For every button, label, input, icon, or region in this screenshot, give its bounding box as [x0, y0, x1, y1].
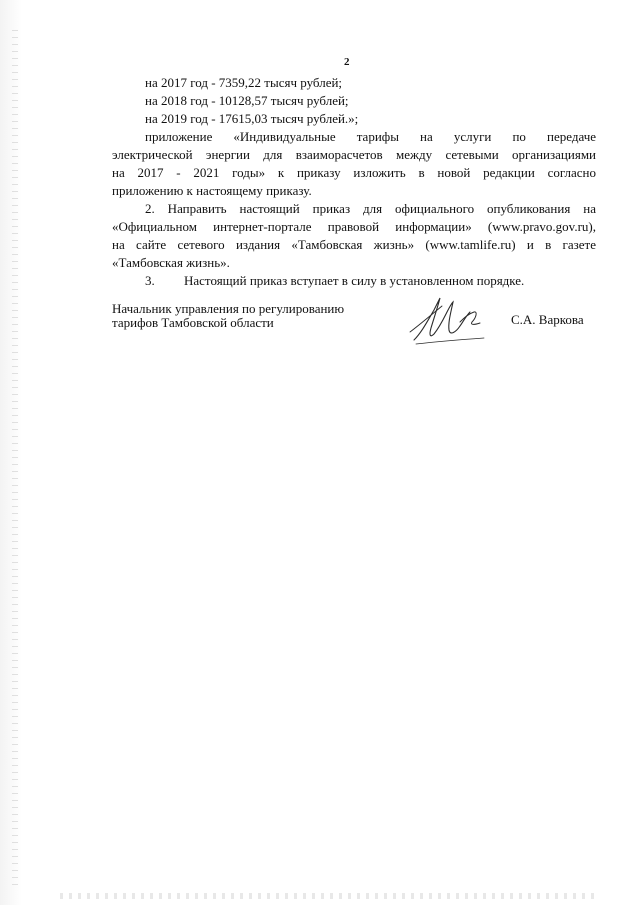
page-number: 2 [344, 56, 350, 68]
scan-edge-shadow [0, 0, 22, 905]
signatory-title-line-1: Начальник управления по регулированию [112, 301, 345, 316]
item-2-line-4: «Тамбовская жизнь». [112, 255, 230, 270]
appendix-paragraph-line-2: электрической энергии для взаиморасчетов между сетевыми организациями [112, 147, 596, 162]
item-3-text: Настоящий приказ вступает в силу в установленном порядке. [184, 273, 525, 288]
appendix-paragraph-line-3: на 2017 - 2021 годы» к приказу изложить в новой редакции согласно [112, 165, 596, 180]
scan-edge-specks [12, 30, 18, 890]
text-line-2019: на 2019 год - 17615,03 тысяч рублей.»; [145, 111, 359, 126]
appendix-paragraph-line-4: приложению к настоящему приказу. [112, 183, 312, 198]
item-2-line-3: на сайте сетевого издания «Тамбовская жизнь» (www.tamlife.ru) и в газете [112, 237, 596, 252]
text-line-2018: на 2018 год - 10128,57 тысяч рублей; [145, 93, 349, 108]
signatory-title-line-2: тарифов Тамбовской области [112, 315, 274, 330]
signatory-name: С.А. Варкова [511, 312, 584, 327]
scan-footer-noise [60, 893, 600, 899]
handwritten-signature [404, 292, 496, 352]
text-line-2017: на 2017 год - 7359,22 тысяч рублей; [145, 75, 343, 90]
signatory-title [112, 302, 344, 330]
document-body [112, 74, 596, 290]
item-2-line-1: 2. Направить настоящий приказ для официального опубликования на [145, 201, 596, 216]
item-2-line-2: «Официальном интернет-портале правовой информации» (www.pravo.gov.ru), [112, 219, 596, 234]
item-3-number: 3. [145, 273, 155, 288]
appendix-paragraph-line-1: приложение «Индивидуальные тарифы на услуги по передаче [145, 129, 596, 144]
item-3 [112, 272, 596, 290]
